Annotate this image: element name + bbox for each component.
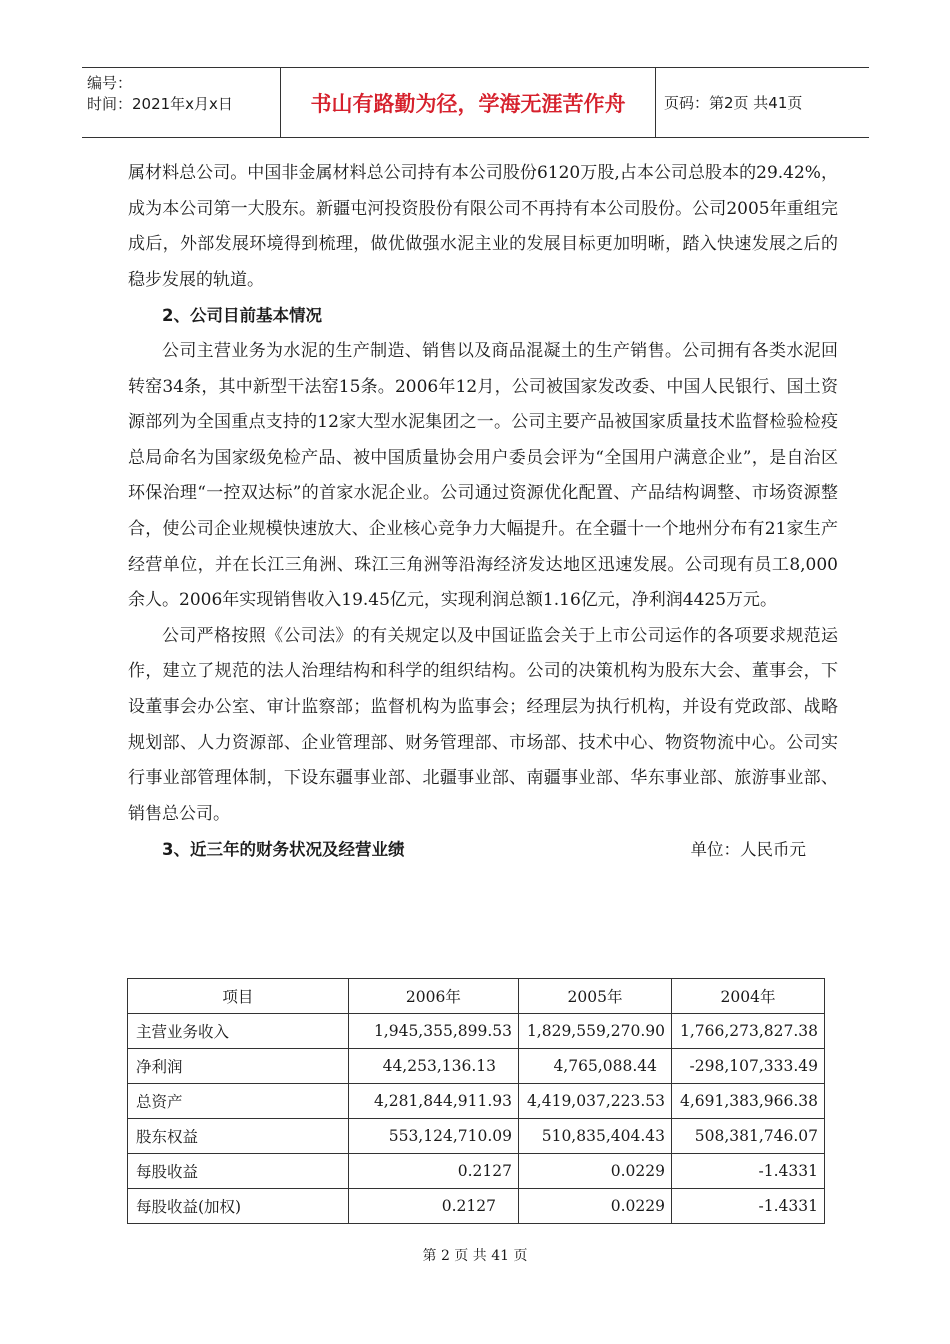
header-motto: 书山有路勤为径，学海无涯苦作舟 [280,68,656,137]
table-cell: 4,765,088.44 [518,1049,671,1084]
table-cell: 510,835,404.43 [518,1119,671,1154]
paragraph-3: 公司严格按照《公司法》的有关规定以及中国证监会关于上市公司运作的各项要求规范运作，建立了规范的法人治理结构和科学的组织结构。公司的决策机构为股东大会、董事会，下设董事会办公室、审计监察部；监督机构为监事会；经理层为执行机构，并设有党政部、战略规划部、人力资源部、企业管理部、财务管理部、市场部、技术中心、物资物流中心。公司实行事业部管理体制，下设东疆事业部、北疆事业部、南疆事业部、华东事业部、旅游事业部、销售总公司。 [128,625,838,824]
table-cell: 553,124,710.09 [348,1119,518,1154]
table-cell: 44,253,136.13 [348,1049,518,1084]
table-row [128,1189,825,1224]
document-body [128,156,838,868]
header-page-info: 页码：第2页 共41页 [664,94,803,112]
column-header: 2004年 [671,979,824,1014]
table-header-row [128,979,825,1014]
table-row [128,1014,825,1049]
table-row [128,1084,825,1119]
column-header: 项目 [128,979,349,1014]
column-header: 2005年 [518,979,671,1014]
row-label: 净利润 [128,1049,349,1084]
row-label: 股东权益 [128,1119,349,1154]
table-cell: 1,766,273,827.38 [671,1014,824,1049]
table-cell: 508,381,746.07 [671,1119,824,1154]
table-cell: 4,419,037,223.53 [518,1084,671,1119]
table-cell: 0.2127 [348,1154,518,1189]
row-label: 每股收益 [128,1154,349,1189]
paragraph-1: 属材料总公司。中国非金属材料总公司持有本公司股份6120万股,占本公司总股本的29.42%，成为本公司第一大股东。新疆屯河投资股份有限公司不再持有本公司股份。公司2005年重组完成后，外部发展环境得到梳理，做优做强水泥主业的发展目标更加明晰，踏入快速发展之后的稳步发展的轨道。 [128,163,838,290]
table-cell: 1,829,559,270.90 [518,1014,671,1049]
header-meta [87,73,233,115]
section-heading-3-row [128,832,838,868]
document-date: 时间：2021年x月x日 [87,95,233,113]
table-cell: -1.4331 [671,1189,824,1224]
section-heading-3: 3、近三年的财务状况及经营业绩 [162,840,405,860]
page-header [82,67,869,138]
page-footer: 第 2 页 共 41 页 [422,1248,528,1264]
row-label: 总资产 [128,1084,349,1119]
table-cell: 4,281,844,911.93 [348,1084,518,1119]
paragraph-2: 公司主营业务为水泥的生产制造、销售以及商品混凝土的生产销售。公司拥有各类水泥回转窑34条，其中新型干法窑15条。2006年12月，公司被国家发改委、中国人民银行、国土资源部列为全国重点支持的12家大型水泥集团之一。公司主要产品被国家质量技术监督检验检疫总局命名为国家级免检产品、被中国质量协会用户委员会评为“全国用户满意企业”，是自治区环保治理“一控双达标”的首家水泥企业。公司通过资源优化配置、产品结构调整、市场资源整合，使公司企业规模快速放大、企业核心竞争力大幅提升。在全疆十一个地州分布有21家生产经营单位，并在长江三角洲、珠江三角洲等沿海经济发达地区迅速发展。公司现有员工8,000余人。2006年实现销售收入19.45亿元，实现利润总额1.16亿元，净利润4425万元。 [128,340,838,611]
table-cell: 0.2127 [348,1189,518,1224]
table-row [128,1049,825,1084]
document-number: 编号： [87,74,133,92]
table-cell: 0.0229 [518,1189,671,1224]
section-heading-2: 2、公司目前基本情况 [162,306,322,326]
table-row [128,1154,825,1189]
financial-table [127,978,825,1224]
table-cell: 4,691,383,966.38 [671,1084,824,1119]
currency-unit: 单位：人民币元 [690,840,806,860]
table-row [128,1119,825,1154]
table-cell: 0.0229 [518,1154,671,1189]
table-cell: -1.4331 [671,1154,824,1189]
row-label: 每股收益(加权) [128,1189,349,1224]
table-cell: 1,945,355,899.53 [348,1014,518,1049]
row-label: 主营业务收入 [128,1014,349,1049]
column-header: 2006年 [348,979,518,1014]
table-cell: -298,107,333.49 [671,1049,824,1084]
